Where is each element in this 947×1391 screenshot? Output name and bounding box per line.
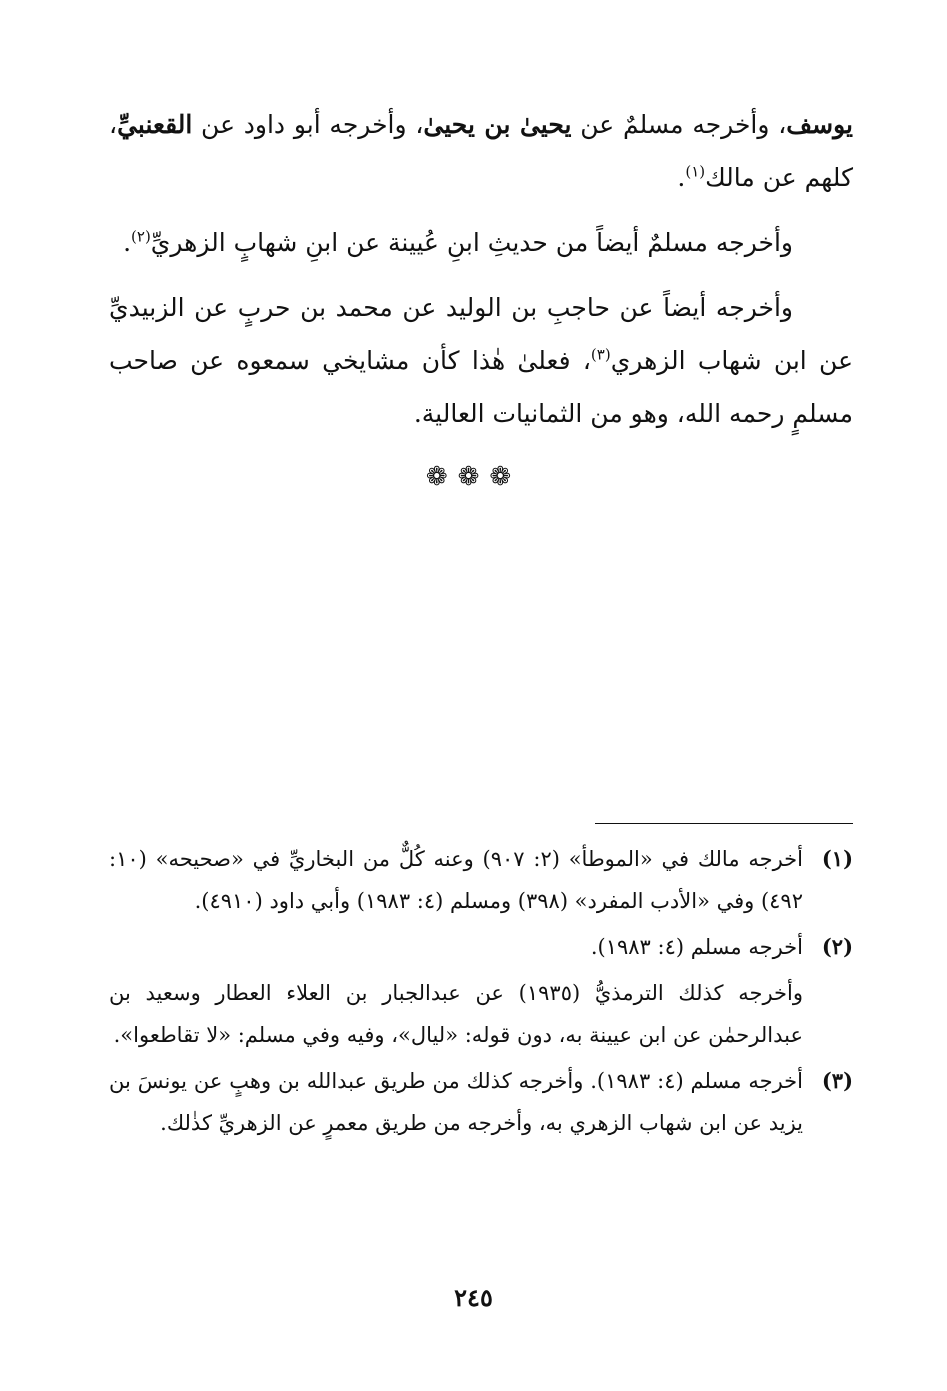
main-text (109, 98, 853, 452)
footnote-number: (١) (821, 846, 853, 871)
paragraph-3-text: وأخرجه أيضاً عن حاجبِ بن الوليد عن محمد بن حربٍ عن الزبيديِّ عن ابن شهاب الزهري (109, 293, 854, 375)
footnote-text: أخرجه مسلم (٤: ١٩٨٣). وأخرجه كذلك من طريق عبدالله بن وهبٍ عن يونسَ بن يزيد عن ابن شهاب الزهري به، وأخرجه من طريق معمرٍ عن الزهريِّ كذٰلك. (109, 1069, 803, 1135)
footnote-number: (٢) (821, 934, 853, 959)
footnote-text: أخرجه مالك في «الموطأ» (٢: ٩٠٧) وعنه كُلٌّ من البخاريِّ في «صحيحه» (١٠: ٤٩٢) وفي «الأدب المفرد» (٣٩٨) ومسلم (٤: ١٩٨٣) وأبي داود (٤٩١٠). (109, 847, 803, 913)
footnote-separator (595, 823, 853, 824)
paragraph-1-text-b: ، وأخرجه أبو داود عن (192, 110, 424, 139)
paragraph-1 (109, 98, 853, 204)
footnote-2 (109, 926, 853, 968)
footnote-text: أخرجه مسلم (٤: ١٩٨٣). (590, 935, 803, 959)
footnote-ref-1[interactable]: (١) (685, 162, 706, 181)
paragraph-1-text-a: ، وأخرجه مسلمٌ عن (571, 110, 787, 139)
name-yusuf: يوسف (786, 110, 853, 139)
paragraph-2 (109, 216, 853, 269)
footnote-number: (٣) (821, 1068, 853, 1093)
name-qanabi: القعنبيِّ (117, 110, 193, 139)
footnotes (109, 838, 853, 1148)
paragraph-3 (109, 281, 853, 440)
name-yahya: يحيىٰ بن يحيىٰ (423, 110, 572, 139)
footnote-ref-2[interactable]: (٢) (131, 227, 151, 246)
paragraph-2-end: . (123, 228, 132, 257)
paragraph-3-text-end: ، فعلىٰ هٰذا كأن مشايخي سمعوه عن صاحب مسلمٍ رحمه الله، وهو من الثمانيات العالية. (109, 346, 853, 428)
paragraph-1-text-c: ، كلهم عن مالك (109, 110, 853, 192)
paragraph-2-text: وأخرجه مسلمٌ أيضاً من حديثِ ابنِ عُيينة عن ابنِ شهابٍ الزهريِّ (150, 228, 793, 257)
section-ornament-icon: ❁❁❁ (425, 462, 522, 492)
footnote-2-continuation: وأخرجه كذلك الترمذيُّ (١٩٣٥) عن عبدالجبار بن العلاء العطار وسعيد بن عبدالرحمٰن عن ابن عيينة به، دون قوله: «ليال»، وفيه وفي مسلم: «لا تقاطعوا». (109, 981, 803, 1047)
footnote-ref-3[interactable]: (٣) (590, 345, 611, 364)
footnote-3 (109, 1060, 853, 1144)
paragraph-1-end: . (677, 163, 686, 192)
page-number: ٢٤٥ (454, 1283, 493, 1312)
footnote-1 (109, 838, 853, 922)
